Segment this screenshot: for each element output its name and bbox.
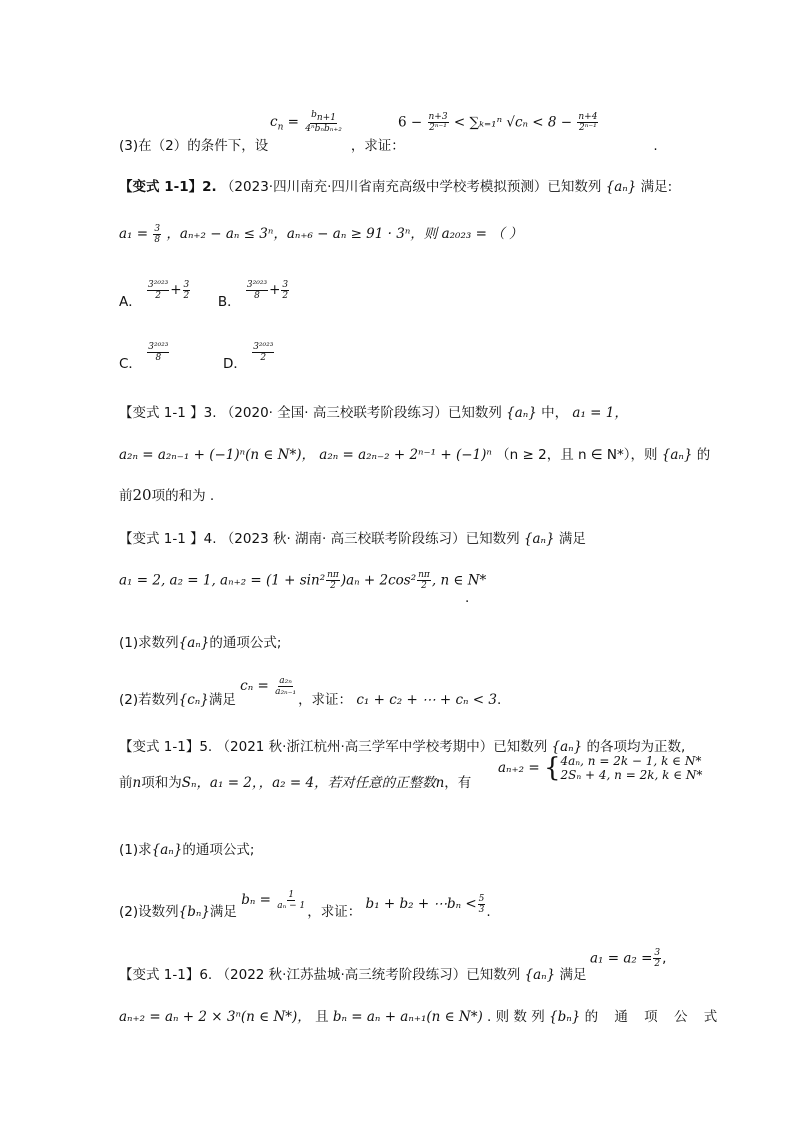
ineq-frac2-num: n+4 [578,112,598,122]
p5-l2-a: 前 [119,775,133,791]
p5-s2-num2: 5 [478,893,485,904]
p2-tail: 满足: [640,179,673,195]
p2-opt-a-den: 2 [155,290,161,301]
q3-text [119,134,658,154]
p2-opt-c-den: 8 [155,352,162,363]
p5-s2-prove: ，求证： [307,904,362,920]
p2-opt-c-label: C． [119,356,142,372]
p2-opt-c-num: 3²⁰²³ [148,341,169,352]
p4-rec-den2: 2 [421,581,427,591]
p2-options-cd [119,341,275,375]
p3-l2-c: （n ≥ 2，且 n ∈ N*），则 [496,447,658,463]
p3-line2 [119,443,710,463]
p2-opt-a-den2: 2 [183,290,190,301]
p3-l2-a: a₂ₙ = a₂ₙ₋₁ + (−1)ⁿ(n ∈ N*)， [119,447,315,463]
p2-opt-d-label: D． [223,356,247,372]
p4-s2-prove: ，求证： [298,692,353,708]
p5-l2-c: ，a₁ = 2，，a₂ = 4，若对任意的正整数 [196,775,436,791]
q3-inequality [398,112,599,133]
cn-fraction [304,110,343,134]
p4-rec-num1: nπ [327,570,339,580]
p2-opt-d-den: 2 [260,352,267,363]
p6-cond-den: 2 [654,959,661,969]
p5-tail: 的各项均为正数, [586,739,686,755]
p3-head: 【变式 1-1 】3. （2020· 全国· 高三校联考阶段练习）已知数列 [119,405,502,421]
p6-l2-d: . 则 数 列 [487,1009,545,1025]
p6-cond-num: 3 [654,948,661,958]
p2-conditions [119,222,522,245]
p5-case-lines [561,754,703,782]
brace-icon: { [543,752,561,783]
p4-seq: {aₙ} [523,531,555,547]
p4-rec-den1: 2 [330,581,336,591]
p6-seq: {aₙ} [524,967,556,983]
p4-s2-frac [274,676,297,697]
p5-case1: 4aₙ, n = 2k − 1, k ∈ N* [560,754,702,768]
p4-recurrence [119,570,486,591]
p5-l2-s: Sₙ [181,775,197,791]
cn-num-sub: n+1 [316,112,336,123]
p2-options-ab [119,279,290,313]
p4-rec: a₁ = 2, a₂ = 1, aₙ₊₂ = (1 + sin² [119,572,326,589]
p2-opt-b-frac1 [246,280,268,301]
p2-head: 【变式 1-1】2. [119,179,217,195]
p5-s2-ineq: b₁ + b₂ + ⋯bₙ < [365,896,477,912]
p2-header [119,175,672,195]
p2-opt-b-label: B． [217,294,241,310]
p2-ask: a₂₀₂₃ = （ ） [441,226,523,242]
p5-s2-den: aₙ − 1 [277,900,306,911]
p5-s1-tail: 的通项公式; [182,842,255,858]
p5-sub2 [119,889,491,923]
p3-header [119,401,628,421]
q3-prove: ，求证： [350,138,405,154]
p5-case2: 2Sₙ + 4, n = 2k, k ∈ N* [560,768,703,782]
p5-head: 【变式 1-1】5. （2021 秋·浙江杭州·高三学军中学校考期中）已知数列 [119,739,548,755]
ineq-frac-1 [428,112,449,133]
ineq-frac-2 [577,112,598,133]
p5-s2-den2: 3 [478,904,485,915]
p2-opt-b-den: 8 [254,290,260,301]
p4-s2: (2)若数列 [119,692,179,708]
p3-answer-blank: . [205,488,215,504]
ineq-frac2-den: 2ⁿ⁻¹ [579,123,597,133]
p2-cond-rest: ，aₙ₊₂ − aₙ ≤ 3ⁿ，aₙ₊₆ − aₙ ≥ 91 · 3ⁿ，则 [166,226,438,242]
p5-sub1 [119,838,254,858]
p2-opt-a-num2: 3 [183,279,190,290]
p5-s2-dot: . [486,904,491,920]
p3-l3-c: 项的和为 [151,488,206,504]
p2-opt-a-label: A． [119,294,142,310]
cn-symbol: c [270,113,278,130]
cn-sub: n [277,122,284,133]
p5-l2-n: n [132,775,142,791]
p4-rec-num2: nπ [418,570,430,580]
p6-l2-c: bₙ = aₙ + aₙ₊₁(n ∈ N*) [332,1009,483,1025]
q3-end: . [653,138,658,154]
p2-opt-c-frac [147,342,169,363]
p2-a1-num: 3 [154,223,161,234]
p2-a1-frac [153,224,161,245]
p3-line3 [119,484,214,504]
p5-cases [498,754,702,782]
p3-a1: a₁ = 1， [572,405,628,421]
p6-line2 [119,1005,723,1025]
p4-s2-ineq: c₁ + c₂ + ⋯ + cₙ < 3 [356,692,498,708]
p5-l2-b: 项和为 [141,775,182,791]
ineq-mid: < ∑ₖ₌₁ⁿ √cₙ < 8 − [453,114,573,131]
p6-l2-e: {bₙ} [549,1009,581,1025]
p2-seq: {aₙ} [605,179,637,195]
p2-a1: a₁ = [119,226,153,242]
p4-rec-frac2 [417,570,431,591]
p4-header [119,527,586,547]
p6-cond: a₁ = a₂ = [590,950,653,967]
p2-opt-a-frac1 [147,280,169,301]
eq-sign: = [283,113,304,130]
ineq-part-a: 6 − [398,114,423,131]
p2-opt-b-frac2 [281,280,289,301]
p4-s1: (1)求数列 [119,635,179,651]
p4-s2-mid: 满足 [208,692,236,708]
p2-a1-den: 8 [154,234,161,245]
p5-l2-d: n [435,775,445,791]
p6-cond-end: , [662,950,667,967]
p4-rec-frac1 [326,570,340,591]
p5-s1: (1)求 [119,842,152,858]
p2-opt-a-plus: + [170,282,182,298]
p6-l2-f: 的 通 项 公 式 [584,1009,724,1025]
p2-opt-d-num: 3²⁰²³ [253,341,274,352]
p2-opt-b-num2: 3 [282,279,289,290]
p2-opt-b-plus: + [269,282,281,298]
p4-rec-dot [465,590,469,606]
ineq-frac1-num: n+3 [428,112,448,122]
p6-cond [590,948,666,969]
p5-s2-bn: bₙ = [241,892,276,908]
p3-l2-d: {aₙ} [661,447,693,463]
p5-s2-num: 1 [288,889,295,900]
p5-header [119,735,685,755]
p4-s1-seq: {aₙ} [178,635,210,651]
p5-s2-mid: 满足 [209,904,237,920]
p3-l2-b: a₂ₙ = a₂ₙ₋₂ + 2ⁿ⁻¹ + (−1)ⁿ [319,447,492,463]
p2-opt-d-frac [252,342,274,363]
p4-rec-end: , n ∈ N* [431,572,487,589]
p4-s2-den: a₂ₙ₋₁ [275,686,297,697]
p6-l2-b: 且 [315,1009,329,1025]
p5-s2-frac2 [478,894,486,915]
p4-s2-num: a₂ₙ [279,675,292,686]
p6-l2-a: aₙ₊₂ = aₙ + 2 × 3ⁿ(n ∈ N*)， [119,1009,311,1025]
p4-dot: . [465,590,470,606]
ineq-frac1-den: 2ⁿ⁻¹ [429,123,447,133]
p5-s1-seq: {aₙ} [151,842,183,858]
q3-formula-cn [270,110,344,134]
p5-case-lhs: aₙ₊₂ = [498,760,540,776]
p6-cond-frac [653,948,661,969]
p3-seq: {aₙ} [506,405,537,421]
p4-sub2 [119,675,502,711]
p5-s2: (2)设数列 [119,904,179,920]
p4-s2-seq: {cₙ} [178,692,209,708]
p2-opt-b-den2: 2 [282,290,289,301]
q3-label: (3)在（2）的条件下，设 [119,138,269,154]
p4-s2-dot: . [497,692,502,708]
p4-s1-tail: 的通项公式; [209,635,282,651]
cn-den: 4ⁿbₙbₙ₊₂ [305,123,342,134]
p3-l2-e: 的 [696,447,711,463]
p4-rec-mid: )aₙ + 2cos² [340,572,417,589]
p5-s2-seq: {bₙ} [178,904,210,920]
p4-head: 【变式 1-1 】4. （2023 秋· 湖南· 高三校联考阶段练习）已知数列 [119,531,520,547]
p4-sub1 [119,631,281,651]
p6-header [119,963,587,983]
p6-mid: 满足 [559,967,587,983]
p3-l3-b: 20 [132,486,152,504]
p3-l3-a: 前 [119,488,133,504]
p4-s2-cn: cₙ = [240,678,274,694]
p4-tail: 满足 [558,531,586,547]
cn-num: b [311,110,317,120]
p5-seq: {aₙ} [551,739,583,755]
p6-head: 【变式 1-1】6. （2022 秋·江苏盐城·高三统考阶段练习）已知数列 [119,967,521,983]
p5-line2 [119,771,471,791]
p2-opt-a-num: 3²⁰²³ [148,279,169,290]
p2-source: （2023·四川南充·四川省南充高级中学校考模拟预测）已知数列 [220,179,602,195]
p2-opt-a-frac2 [183,280,191,301]
p2-opt-b-num: 3²⁰²³ [246,279,268,290]
p5-s2-frac [276,890,306,911]
p5-l2-e: ，有 [444,775,472,791]
p3-mid: 中， [541,405,569,421]
